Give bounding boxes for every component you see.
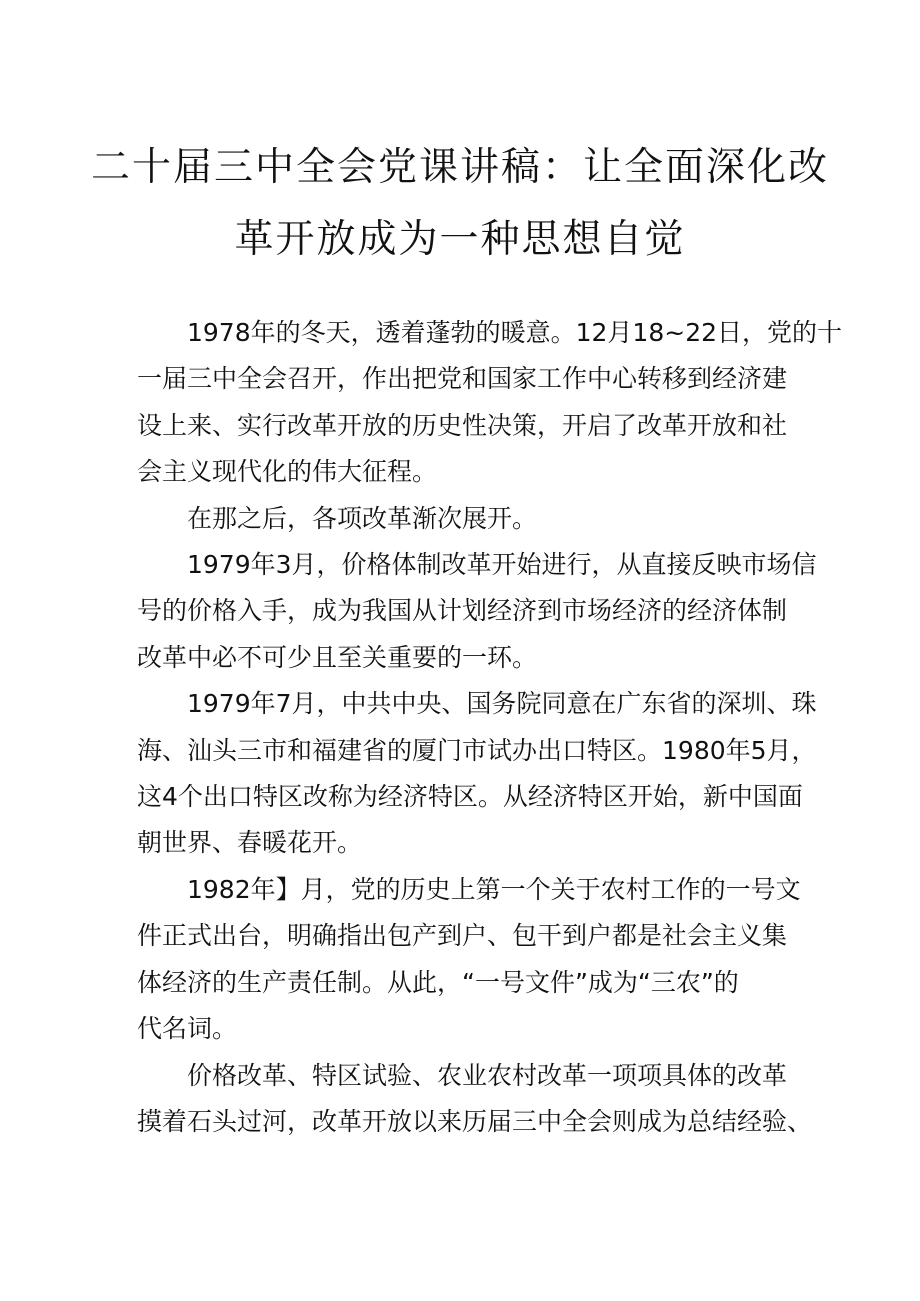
paragraph-5	[137, 867, 801, 1053]
text-line: 1979年3月，价格体制改革开始进行，从直接反映市场信	[187, 550, 817, 580]
text-line: 号的价格入手，成为我国从计划经济到市场经济的经济体制	[137, 596, 788, 626]
text-line: 海、汕头三市和福建省的厦门市试办出口特区。1980年5月，	[137, 735, 817, 765]
body-text	[137, 310, 843, 1145]
text-line: 朝世界、春暖花开。	[137, 828, 363, 858]
text-line: 价格改革、特区试验、农业农村改革一项项具体的改革	[187, 1060, 788, 1090]
paragraph-6	[137, 1053, 813, 1146]
title-line-2: 革开放成为一种思想自觉	[234, 217, 686, 262]
text-line: 1982年】月，党的历史上第一个关于农村工作的一号文	[187, 874, 801, 904]
text-line: 1979年7月，中共中央、国务院同意在广东省的深圳、珠	[187, 689, 817, 719]
text-line: 摸着石头过河，改革开放以来历届三中全会则成为总结经验、	[137, 1106, 813, 1136]
text-line: 代名词。	[137, 1014, 238, 1044]
paragraph-4	[137, 681, 817, 867]
text-line: 在那之后，各项改革渐次展开。	[187, 503, 538, 533]
text-line: 会主义现代化的伟大征程。	[137, 457, 438, 487]
paragraph-3	[137, 542, 817, 681]
text-line: 1978年的冬天，透着蓬勃的暖意。12月18~22日，党的十	[187, 318, 843, 347]
text-line: 体经济的生产责任制。从此，“一号文件”成为“三农”的	[137, 967, 739, 997]
text-line: 件正式出台，明确指出包产到户、包干到户都是社会主义集	[137, 921, 788, 951]
text-line: 设上来、实行改革开放的历史性决策，开启了改革开放和社	[137, 410, 788, 440]
title-line-1: 二十届三中全会党课讲稿：让全面深化改	[90, 145, 829, 190]
paragraph-1	[137, 310, 843, 496]
text-line: 这4个出口特区改称为经济特区。从经济特区开始，新中国面	[137, 782, 803, 812]
text-line: 改革中必不可少且至关重要的一环。	[137, 642, 538, 672]
paragraph-2	[137, 496, 787, 542]
text-line: 一届三中全会召开，作出把党和国家工作中心转移到经济建	[137, 364, 788, 394]
